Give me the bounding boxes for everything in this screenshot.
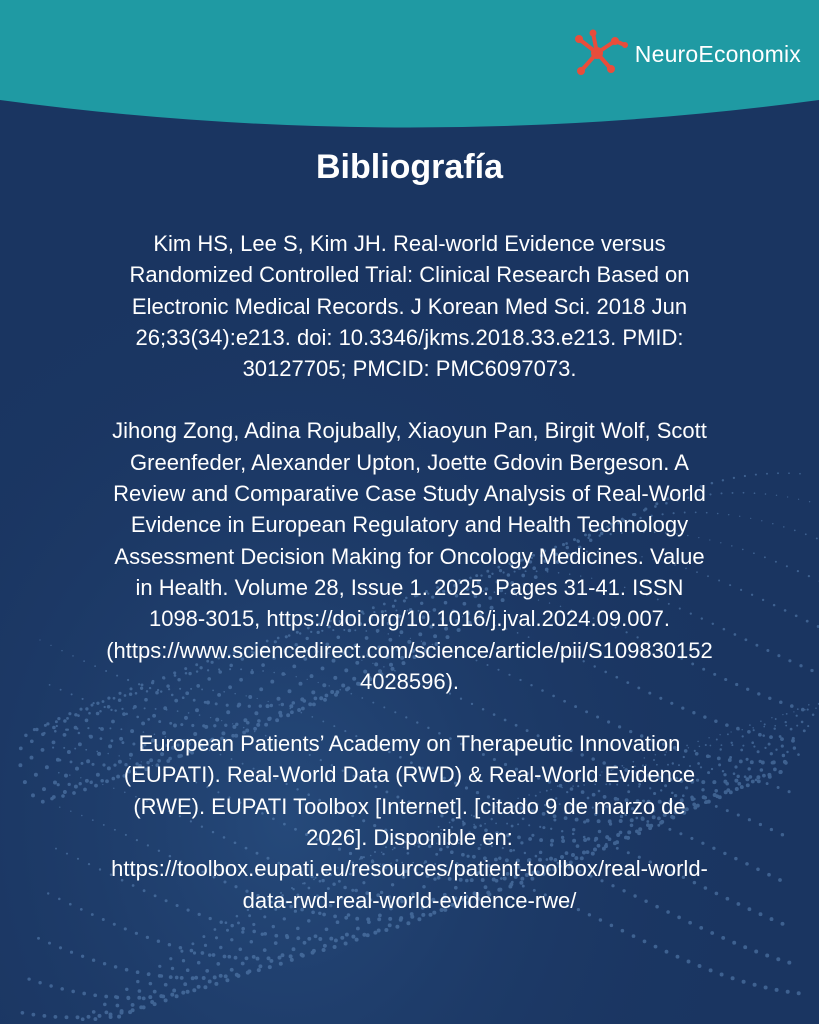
- brand-name: NeuroEconomix: [634, 40, 801, 67]
- reference-line: 26;33(34):e213. doi: 10.3346/jkms.2018.33.e213. PMID:: [135, 324, 684, 350]
- reference-list: [40, 228, 779, 947]
- reference-line: Electronic Medical Records. J Korean Med Sci. 2018 Jun: [131, 293, 688, 319]
- reference-line: Assessment Decision Making for Oncology Medicines. Value: [114, 543, 705, 569]
- reference-1: [40, 228, 779, 384]
- reference-line: Evidence in European Regulatory and Health Technology: [130, 512, 689, 538]
- reference-line: data-rwd-real-world-evidence-rwe/: [242, 887, 577, 913]
- reference-2: [40, 415, 779, 697]
- reference-line: in Health. Volume 28, Issue 1. 2025. Pages 31-41. ISSN: [135, 574, 684, 600]
- page-title: Bibliografía: [315, 148, 504, 186]
- reference-line: (https://www.sciencedirect.com/science/article/pii/S109830152: [106, 637, 713, 663]
- reference-3: [40, 728, 779, 916]
- reference-line: Kim HS, Lee S, Kim JH. Real-world Evidence versus: [153, 231, 666, 256]
- reference-line: (EUPATI). Real-World Data (RWD) & Real-World Evidence: [123, 762, 696, 788]
- brand-logo: [571, 26, 801, 82]
- reference-line: https://toolbox.eupati.eu/resources/patient-toolbox/real-world-: [111, 856, 708, 882]
- reference-line: Greenfeder, Alexander Upton, Joette Gdovin Bergeson. A: [130, 449, 689, 475]
- reference-line: Randomized Controlled Trial: Clinical Research Based on: [129, 262, 690, 288]
- reference-line: Jihong Zong, Adina Rojubally, Xiaoyun Pan, Birgit Wolf, Scott: [112, 418, 707, 444]
- reference-line: Review and Comparative Case Study Analysis of Real-World: [113, 481, 706, 507]
- reference-line: 30127705; PMCID: PMC6097073.: [242, 356, 577, 382]
- reference-line: (RWE). EUPATI Toolbox [Internet]. [citado 9 de marzo de: [133, 793, 686, 819]
- reference-line: 4028596).: [359, 668, 460, 694]
- reference-line: 1098-3015, https://doi.org/10.1016/j.jval.2024.09.007.: [148, 606, 671, 632]
- neuron-icon: [571, 29, 629, 79]
- reference-line: European Patients’ Academy on Therapeutic Innovation: [138, 731, 681, 757]
- reference-line: 2026]. Disponible en:: [306, 825, 513, 851]
